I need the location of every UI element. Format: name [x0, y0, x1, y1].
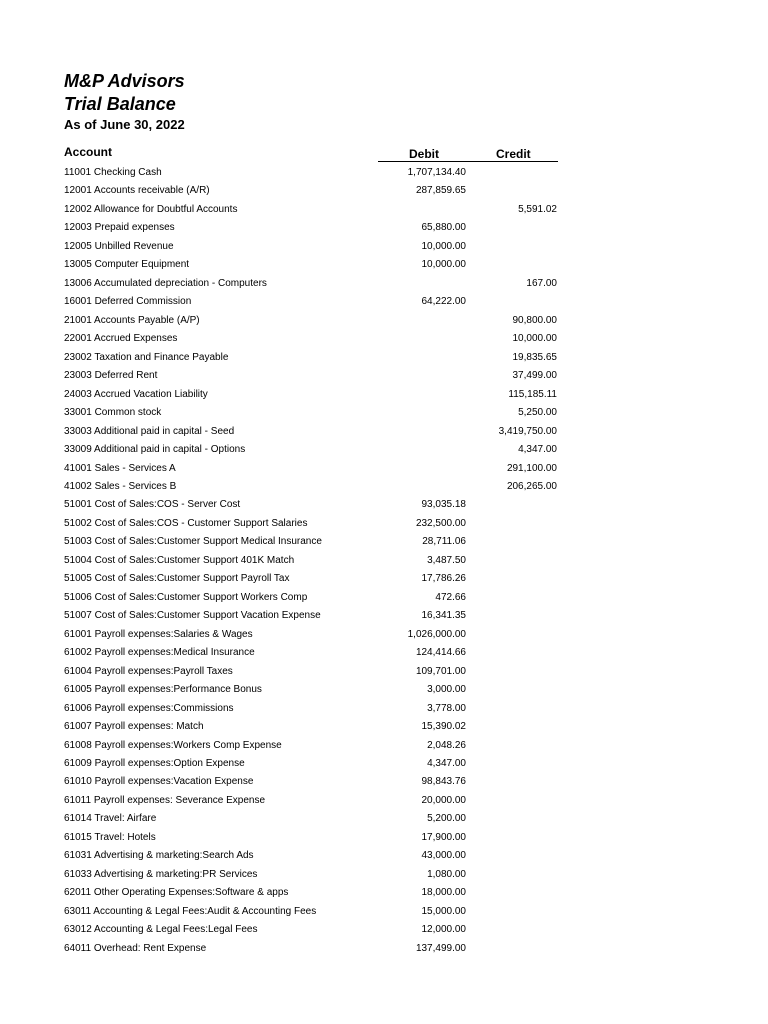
account-name: 12005 Unbilled Revenue	[64, 240, 174, 252]
trial-balance-table	[0, 164, 768, 958]
table-row	[0, 478, 768, 496]
table-row	[0, 496, 768, 514]
table-row	[0, 386, 768, 404]
debit-amount: 4,347.00	[427, 758, 466, 769]
table-row	[0, 773, 768, 791]
table-row	[0, 829, 768, 847]
credit-amount: 90,800.00	[512, 314, 557, 326]
account-name: 21001 Accounts Payable (A/P)	[64, 314, 200, 326]
account-name: 61010 Payroll expenses:Vacation Expense	[64, 776, 254, 788]
account-name: 51005 Cost of Sales:Customer Support Payroll Tax	[64, 573, 290, 585]
table-row	[0, 607, 768, 625]
credit-amount: 10,000.00	[512, 333, 557, 345]
account-name: 51001 Cost of Sales:COS - Server Cost	[64, 499, 241, 511]
report-date: As of June 30, 2022	[64, 117, 185, 132]
account-name: 12001 Accounts receivable (A/R)	[64, 185, 210, 197]
account-name: 64011 Overhead: Rent Expense	[64, 942, 207, 954]
table-row	[0, 404, 768, 422]
table-row	[0, 423, 768, 441]
account-name: 12003 Prepaid expenses	[64, 222, 175, 234]
table-row	[0, 219, 768, 237]
table-row	[0, 570, 768, 588]
debit-amount: 20,000.00	[421, 794, 466, 806]
column-header-debit: Debit	[409, 147, 439, 161]
table-row	[0, 293, 768, 311]
table-row	[0, 238, 768, 256]
report-title: Trial Balance	[64, 94, 176, 114]
account-name: 61007 Payroll expenses: Match	[64, 721, 204, 733]
account-name: 51002 Cost of Sales:COS - Customer Support Salaries	[64, 517, 308, 529]
credit-amount: 167.00	[526, 277, 557, 289]
table-row	[0, 312, 768, 330]
credit-amount: 5,250.00	[518, 407, 557, 419]
table-row	[0, 681, 768, 699]
table-row	[0, 533, 768, 551]
debit-amount: 287,859.65	[415, 185, 466, 197]
account-name: 61011 Payroll expenses: Severance Expense	[64, 794, 266, 806]
debit-amount: 472.66	[435, 591, 466, 603]
debit-amount: 3,778.00	[427, 702, 466, 714]
credit-amount: 115,185.11	[508, 388, 557, 400]
account-name: 23003 Deferred Rent	[64, 370, 158, 382]
account-name: 41002 Sales - Services B	[64, 480, 177, 492]
account-name: 63011 Accounting & Legal Fees:Audit & Accounting Fees	[64, 905, 317, 917]
debit-amount: 1,707,134.40	[407, 167, 466, 178]
debit-amount: 5,200.00	[427, 813, 466, 825]
table-row	[0, 700, 768, 718]
company-name: M&P Advisors	[64, 71, 185, 91]
account-name: 61008 Payroll expenses:Workers Comp Expense	[64, 739, 282, 751]
debit-amount: 64,222.00	[421, 296, 466, 308]
table-row	[0, 441, 768, 459]
table-row	[0, 515, 768, 533]
header-underline	[378, 161, 558, 162]
account-name: 24003 Accrued Vacation Liability	[64, 388, 208, 400]
table-row	[0, 330, 768, 348]
table-row	[0, 921, 768, 939]
account-name: 61006 Payroll expenses:Commissions	[64, 702, 234, 714]
table-row	[0, 626, 768, 644]
account-name: 51007 Cost of Sales:Customer Support Vacation Expense	[64, 610, 321, 622]
table-row	[0, 847, 768, 865]
credit-amount: 3,419,750.00	[498, 425, 557, 437]
debit-amount: 232,500.00	[415, 517, 466, 529]
debit-amount: 43,000.00	[421, 850, 466, 862]
account-name: 13006 Accumulated depreciation - Computers	[64, 277, 267, 289]
column-header-credit: Credit	[496, 147, 531, 161]
table-row	[0, 792, 768, 810]
account-name: 33009 Additional paid in capital - Options	[64, 444, 246, 456]
account-name: 51006 Cost of Sales:Customer Support Workers Comp	[64, 591, 308, 603]
table-row	[0, 256, 768, 274]
account-name: 16001 Deferred Commission	[64, 296, 192, 308]
account-name: 61033 Advertising & marketing:PR Services	[64, 868, 258, 880]
account-name: 33001 Common stock	[64, 407, 162, 419]
debit-amount: 15,390.02	[421, 721, 466, 733]
table-row	[0, 349, 768, 367]
account-name: 23002 Taxation and Finance Payable	[64, 351, 229, 363]
debit-amount: 17,786.26	[421, 573, 466, 585]
account-name: 62011 Other Operating Expenses:Software & apps	[64, 887, 289, 899]
debit-amount: 10,000.00	[421, 259, 466, 271]
account-name: 61009 Payroll expenses:Option Expense	[64, 758, 245, 769]
credit-amount: 206,265.00	[506, 480, 557, 492]
account-name: 51003 Cost of Sales:Customer Support Medical Insurance	[64, 536, 322, 548]
account-name: 61014 Travel: Airfare	[64, 813, 157, 825]
account-name: 61002 Payroll expenses:Medical Insurance	[64, 647, 255, 659]
credit-amount: 5,591.02	[518, 203, 557, 215]
account-name: 13005 Computer Equipment	[64, 259, 190, 271]
table-row	[0, 182, 768, 200]
table-row	[0, 460, 768, 478]
credit-amount: 19,835.65	[512, 351, 557, 363]
account-name: 22001 Accrued Expenses	[64, 333, 178, 345]
account-name: 11001 Checking Cash	[64, 167, 162, 178]
table-row	[0, 755, 768, 773]
account-name: 33003 Additional paid in capital - Seed	[64, 425, 235, 437]
debit-amount: 109,701.00	[415, 665, 466, 677]
debit-amount: 12,000.00	[421, 924, 466, 936]
account-name: 12002 Allowance for Doubtful Accounts	[64, 203, 238, 215]
debit-amount: 17,900.00	[421, 831, 466, 843]
account-name: 61015 Travel: Hotels	[64, 831, 156, 843]
debit-amount: 2,048.26	[427, 739, 466, 751]
account-name: 61005 Payroll expenses:Performance Bonus	[64, 684, 262, 696]
debit-amount: 3,000.00	[427, 684, 466, 696]
table-row	[0, 552, 768, 570]
account-name: 61004 Payroll expenses:Payroll Taxes	[64, 665, 233, 677]
account-name: 51004 Cost of Sales:Customer Support 401K Match	[64, 554, 295, 566]
debit-amount: 16,341.35	[421, 610, 466, 622]
debit-amount: 10,000.00	[421, 240, 466, 252]
debit-amount: 1,080.00	[427, 868, 466, 880]
account-name: 63012 Accounting & Legal Fees:Legal Fees	[64, 924, 258, 936]
table-row	[0, 164, 768, 182]
debit-amount: 137,499.00	[415, 942, 466, 954]
debit-amount: 1,026,000.00	[407, 628, 466, 640]
credit-amount: 291,100.00	[506, 462, 557, 474]
credit-amount: 4,347.00	[518, 444, 557, 456]
table-row	[0, 884, 768, 902]
table-row	[0, 940, 768, 958]
table-row	[0, 866, 768, 884]
debit-amount: 124,414.66	[415, 647, 466, 659]
table-row	[0, 275, 768, 293]
table-row	[0, 903, 768, 921]
table-row	[0, 367, 768, 385]
account-name: 61001 Payroll expenses:Salaries & Wages	[64, 628, 253, 640]
table-row	[0, 810, 768, 828]
table-row	[0, 718, 768, 736]
table-row	[0, 589, 768, 607]
table-row	[0, 201, 768, 219]
debit-amount: 98,843.76	[421, 776, 466, 788]
account-name: 61031 Advertising & marketing:Search Ads	[64, 850, 254, 862]
debit-amount: 3,487.50	[427, 554, 466, 566]
debit-amount: 93,035.18	[421, 499, 466, 511]
debit-amount: 28,711.06	[422, 536, 466, 548]
table-row	[0, 644, 768, 662]
account-name: 41001 Sales - Services A	[64, 462, 176, 474]
column-header-account: Account	[64, 145, 112, 159]
debit-amount: 18,000.00	[421, 887, 466, 899]
table-row	[0, 663, 768, 681]
debit-amount: 65,880.00	[421, 222, 466, 234]
debit-amount: 15,000.00	[421, 905, 466, 917]
table-row	[0, 737, 768, 755]
credit-amount: 37,499.00	[512, 370, 557, 382]
